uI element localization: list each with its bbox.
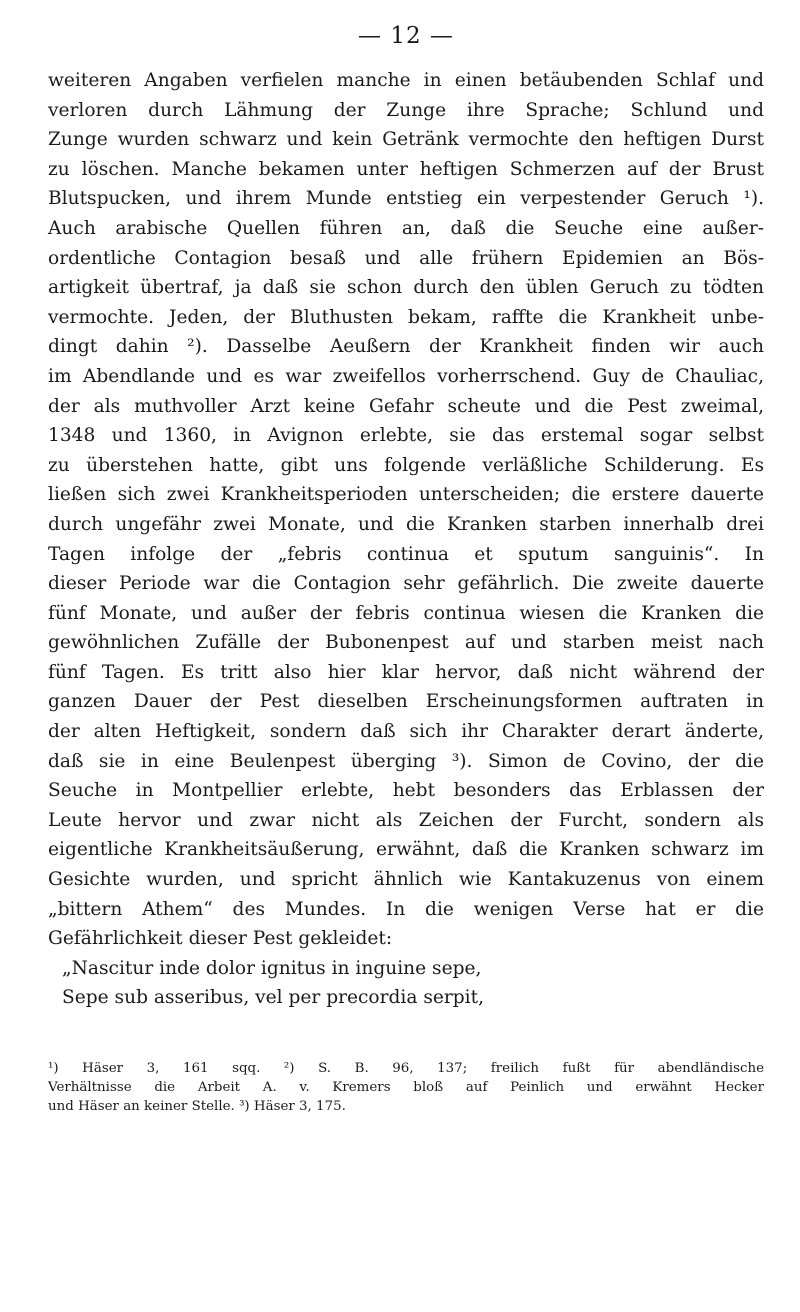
latin-verse	[48, 954, 764, 1013]
book-page	[48, 20, 764, 1116]
text-line: Seuche in Montpellier erlebte, hebt besonders das Erblassen der	[48, 780, 764, 802]
text-line: Tagen infolge der „febris continua et sputum sanguinis“. In	[48, 543, 764, 565]
text-line: durch ungefähr zwei Monate, und die Kranken starben innerhalb drei	[48, 513, 764, 535]
page-number: — 12 —	[358, 23, 454, 49]
text-line: 1348 und 1360, in Avignon erlebte, sie das erstemal sogar selbst	[48, 425, 764, 447]
text-line: der als muthvoller Arzt keine Gefahr scheute und die Pest zweimal,	[48, 395, 764, 417]
text-line: fünf Monate, und außer der febris continua wiesen die Kranken die	[48, 602, 764, 624]
text-line: zu löschen. Manche bekamen unter heftigen Schmerzen auf der Brust	[48, 158, 764, 180]
text-line: eigentliche Krankheitsäußerung, erwähnt, daß die Kranken schwarz im	[48, 839, 764, 861]
text-line: Zunge wurden schwarz und kein Getränk vermochte den heftigen Durst	[48, 129, 764, 151]
main-text	[48, 66, 764, 954]
text-line: ordentliche Contagion besaß und alle frühern Epidemien an Bös-	[48, 247, 764, 269]
footnote-line: und Häser an keiner Stelle. ³) Häser 3, 175.	[48, 1099, 346, 1114]
text-line: dieser Periode war die Contagion sehr gefährlich. Die zweite dauerte	[48, 573, 764, 595]
text-line: Leute hervor und zwar nicht als Zeichen der Furcht, sondern als	[48, 809, 764, 831]
text-line: ganzen Dauer der Pest dieselben Erscheinungsformen auftraten in	[48, 691, 764, 713]
text-line: vermochte. Jeden, der Bluthusten bekam, raffte die Krankheit unbe-	[48, 306, 764, 328]
verse-line: Sepe sub asseribus, vel per precordia serpit,	[62, 987, 485, 1009]
text-line: Blutspucken, und ihrem Munde entstieg ein verpestender Geruch ¹).	[48, 188, 764, 210]
text-line: verloren durch Lähmung der Zunge ihre Sprache; Schlund und	[48, 99, 764, 121]
text-line: weiteren Angaben verfielen manche in einen betäubenden Schlaf und	[48, 70, 764, 91]
footnote-line: Verhältnisse die Arbeit A. v. Kremers bloß auf Peinlich und erwähnt Hecker	[48, 1080, 764, 1095]
footnote-line: ¹) Häser 3, 161 sqq. ²) S. B. 96, 137; freilich fußt für abendländische	[48, 1061, 764, 1076]
text-line: „bittern Athem“ des Mundes. In die wenigen Verse hat er die	[48, 898, 764, 920]
verse-line: „Nascitur inde dolor ignitus in inguine sepe,	[62, 957, 482, 979]
text-line: Gesichte wurden, und spricht ähnlich wie Kantakuzenus von einem	[48, 869, 764, 891]
text-line: Auch arabische Quellen führen an, daß die Seuche eine außer-	[48, 217, 764, 239]
text-line: daß sie in eine Beulenpest überging ³). Simon de Covino, der die	[48, 750, 764, 772]
text-line: zu überstehen hatte, gibt uns folgende verläßliche Schilderung. Es	[48, 454, 764, 476]
text-line: dingt dahin ²). Dasselbe Aeußern der Krankheit finden wir auch	[48, 336, 764, 358]
text-line: ließen sich zwei Krankheitsperioden unterscheiden; die erstere dauerte	[48, 484, 764, 506]
text-line: gewöhnlichen Zufälle der Bubonenpest auf und starben meist nach	[48, 632, 764, 654]
text-line: der alten Heftigkeit, sondern daß sich ihr Charakter derart änderte,	[48, 721, 764, 743]
text-line: fünf Tagen. Es tritt also hier klar hervor, daß nicht während der	[48, 661, 764, 683]
footnotes	[48, 1059, 764, 1116]
text-line: artigkeit übertraf, ja daß sie schon durch den üblen Geruch zu tödten	[48, 277, 764, 299]
text-line: Gefährlichkeit dieser Pest gekleidet:	[48, 928, 393, 950]
text-line: im Abendlande und es war zweifellos vorherrschend. Guy de Chauliac,	[48, 365, 764, 387]
